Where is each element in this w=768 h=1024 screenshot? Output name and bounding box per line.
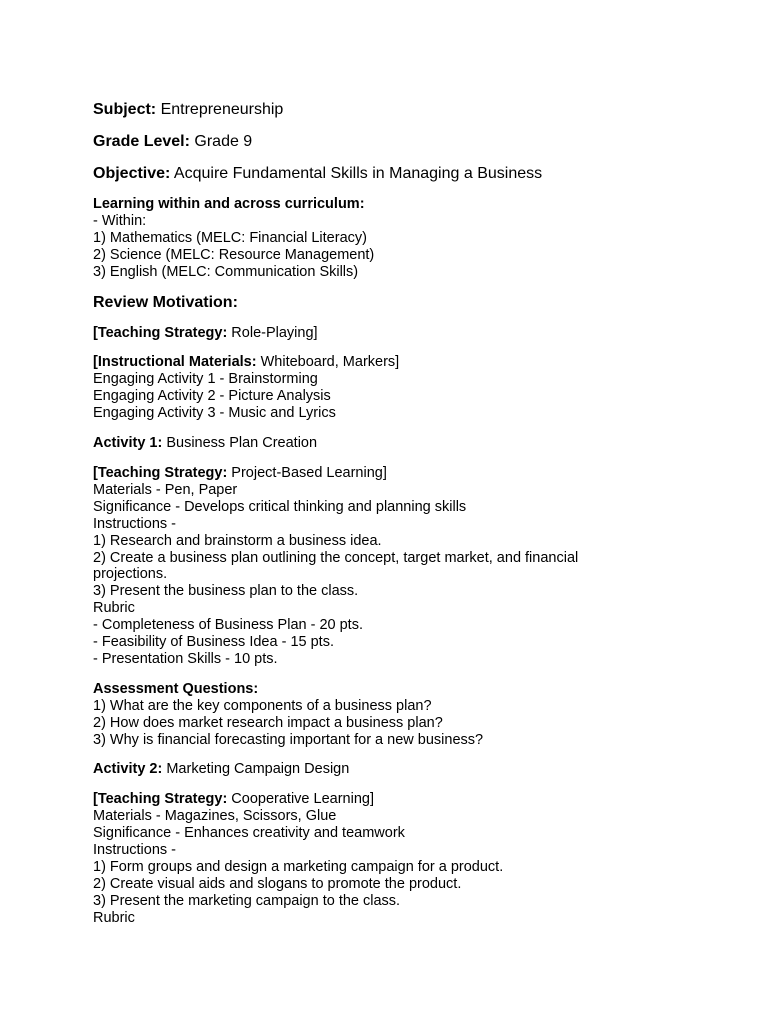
activity2-label: Activity 2: (93, 761, 163, 778)
subject-label: Subject: (93, 101, 157, 118)
engaging-activity: Engaging Activity 2 - Picture Analysis (93, 388, 331, 405)
activity2-strategy (93, 791, 633, 808)
activity1-line: Materials - Pen, Paper (93, 481, 238, 498)
review-materials (93, 354, 633, 371)
grade-line (93, 132, 633, 152)
activity1-block (93, 465, 633, 668)
assessment-question: 1) What are the key components of a business plan? (93, 697, 432, 714)
review-materials-value: Whiteboard, Markers] (256, 354, 400, 371)
activity1-line: 1) Research and brainstorm a business idea. (93, 532, 382, 549)
assessment-section (93, 681, 633, 749)
objective-label: Objective: (93, 165, 171, 182)
subject-value: Entrepreneurship (160, 101, 284, 118)
activity1-label: Activity 1: (93, 435, 163, 452)
activity2-line: Significance - Enhances creativity and teamwork (93, 825, 405, 842)
activity2-line: 1) Form groups and design a marketing campaign for a product. (93, 859, 504, 875)
activity1-line: 2) Create a business plan outlining the concept, target market, and financial projections. (93, 549, 579, 583)
activity1-strategy-label: [Teaching Strategy: (93, 464, 228, 481)
learning-line: 2) Science (MELC: Resource Management) (93, 246, 375, 263)
objective-line (93, 164, 633, 184)
activity2-line: 2) Create visual aids and slogans to promote the product. (93, 875, 462, 892)
assessment-question: 3) Why is financial forecasting important for a new business? (93, 731, 484, 748)
activity1-line: Significance - Develops critical thinking and planning skills (93, 498, 467, 515)
learning-line: - Within: (93, 212, 147, 229)
review-strategy (93, 325, 633, 342)
activity1-strategy-value: Project-Based Learning] (227, 464, 387, 481)
activity2-strategy-label: [Teaching Strategy: (93, 791, 228, 808)
subject-line (93, 100, 633, 120)
activity1-title (93, 435, 633, 452)
review-heading-text: Review Motivation: (93, 293, 238, 311)
objective-value: Acquire Fundamental Skills in Managing a Business (173, 165, 543, 182)
activity2-title (93, 761, 633, 778)
activity1-line: - Feasibility of Business Idea - 15 pts. (93, 634, 334, 651)
learning-heading: Learning within and across curriculum: (93, 196, 365, 212)
activity2-line: Instructions - (93, 842, 176, 859)
activity2-value: Marketing Campaign Design (162, 761, 350, 778)
activity1-line: 3) Present the business plan to the class. (93, 583, 359, 600)
grade-label: Grade Level: (93, 133, 190, 150)
learning-line: 3) English (MELC: Communication Skills) (93, 263, 359, 280)
engaging-activity: Engaging Activity 1 - Brainstorming (93, 371, 318, 388)
document-content (93, 100, 633, 927)
activity2-line: Materials - Magazines, Scissors, Glue (93, 808, 337, 825)
review-materials-block (93, 354, 633, 422)
review-heading (93, 293, 633, 313)
activity2-block (93, 791, 633, 926)
assessment-question: 2) How does market research impact a business plan? (93, 714, 443, 731)
activity2-line: Rubric (93, 909, 135, 926)
activity1-value: Business Plan Creation (162, 435, 318, 452)
assessment-heading: Assessment Questions: (93, 680, 259, 697)
review-materials-label: [Instructional Materials: (93, 354, 257, 371)
learning-section (93, 196, 633, 281)
grade-value: Grade 9 (194, 133, 253, 150)
activity1-line: Rubric (93, 600, 135, 617)
review-strategy-value: Role-Playing] (227, 324, 318, 341)
activity1-strategy (93, 465, 633, 482)
activity2-strategy-value: Cooperative Learning] (227, 791, 374, 808)
activity1-line: - Completeness of Business Plan - 20 pts. (93, 617, 363, 634)
learning-line: 1) Mathematics (MELC: Financial Literacy) (93, 229, 367, 246)
engaging-activity: Engaging Activity 3 - Music and Lyrics (93, 405, 336, 422)
activity1-line: Instructions - (93, 515, 176, 532)
review-strategy-label: [Teaching Strategy: (93, 324, 228, 341)
activity1-line: - Presentation Skills - 10 pts. (93, 650, 278, 667)
activity2-line: 3) Present the marketing campaign to the class. (93, 892, 401, 909)
